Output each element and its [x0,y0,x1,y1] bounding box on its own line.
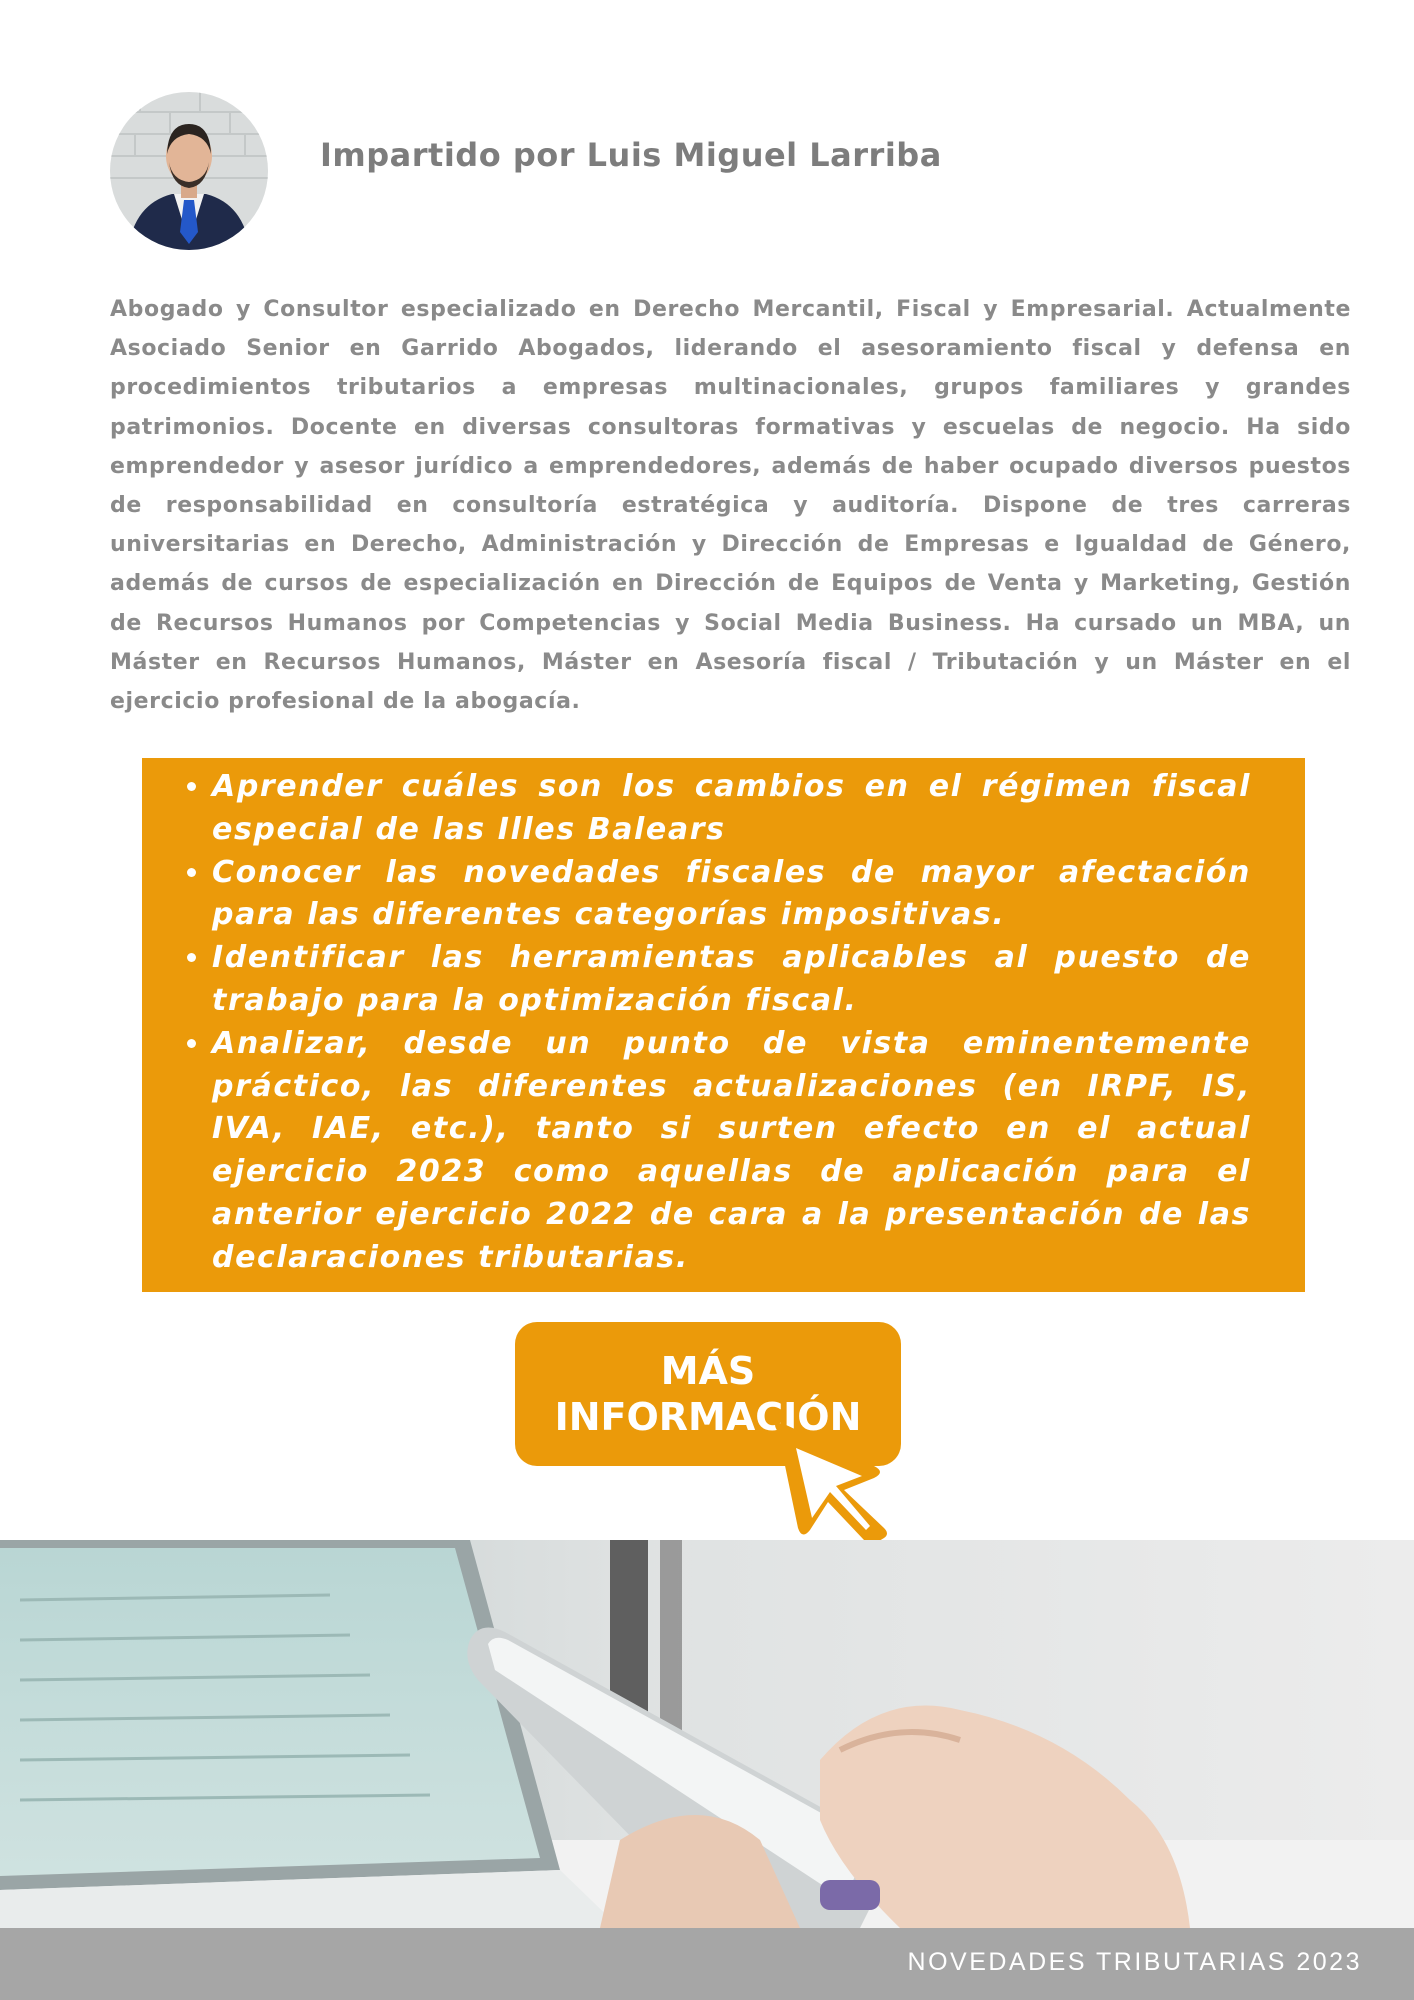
objective-item: • Aprender cuáles son los cambios en el régimen fiscal especial de las Illes Balears [212,766,1251,852]
objective-item: • Conocer las novedades fiscales de mayor afectación para las diferentes categorías impositivas. [212,852,1251,938]
instructor-bio: Abogado y Consultor especializado en Derecho Mercantil, Fiscal y Empresarial. Actualmente Asociado Senior en Garrido Abogados, liderando el asesoramiento fiscal y defensa en procedimientos tributarios a empresas multinacionales, grupos familiares y grandes patrimonios. Docente en diversas consultoras formativas y escuelas de negocio. Ha sido emprendedor y asesor jurídico a emprendedores, además de haber ocupado diversos puestos de responsabilidad en consultoría estratégica y auditoría. Dispone de tres carreras universitarias en Derecho, Administración y Dirección de Empresas e Igualdad de Género, además de cursos de especialización en Dirección de Equipos de Venta y Marketing, Gestión de Recursos Humanos por Competencias y Social Media Business. Ha cursado un MBA, un Máster en Recursos Humanos, Máster en Asesoría fiscal / Tributación y un Máster en el ejercicio profesional de la abogacía. [110,297,1351,715]
hero-photo [0,1540,1414,1928]
cursor-click-icon[interactable] [770,1420,900,1545]
objective-item: • Identificar las herramientas aplicables al puesto de trabajo para la optimización fiscal. [212,937,1251,1023]
objectives-list [172,766,1251,1280]
instructor-avatar [110,92,268,250]
more-info-line1: MÁS [660,1349,756,1393]
instructor-title: Impartido por Luis Miguel Larriba [320,136,942,174]
footer-text: NOVEDADES TRIBUTARIAS 2023 [907,1948,1362,1976]
footer-bar [0,1928,1414,2000]
more-info-line2: INFORMACIÓN [554,1395,862,1439]
objective-item: • Analizar, desde un punto de vista eminentemente práctico, las diferentes actualizaciones (en IRPF, IS, IVA, IAE, etc.), tanto si surten efecto en el actual ejercicio 2023 como aquellas de aplicación para el anterior ejercicio 2022 de cara a la presentación de las declaraciones tributarias. [212,1023,1251,1280]
objectives-box [142,758,1305,1292]
